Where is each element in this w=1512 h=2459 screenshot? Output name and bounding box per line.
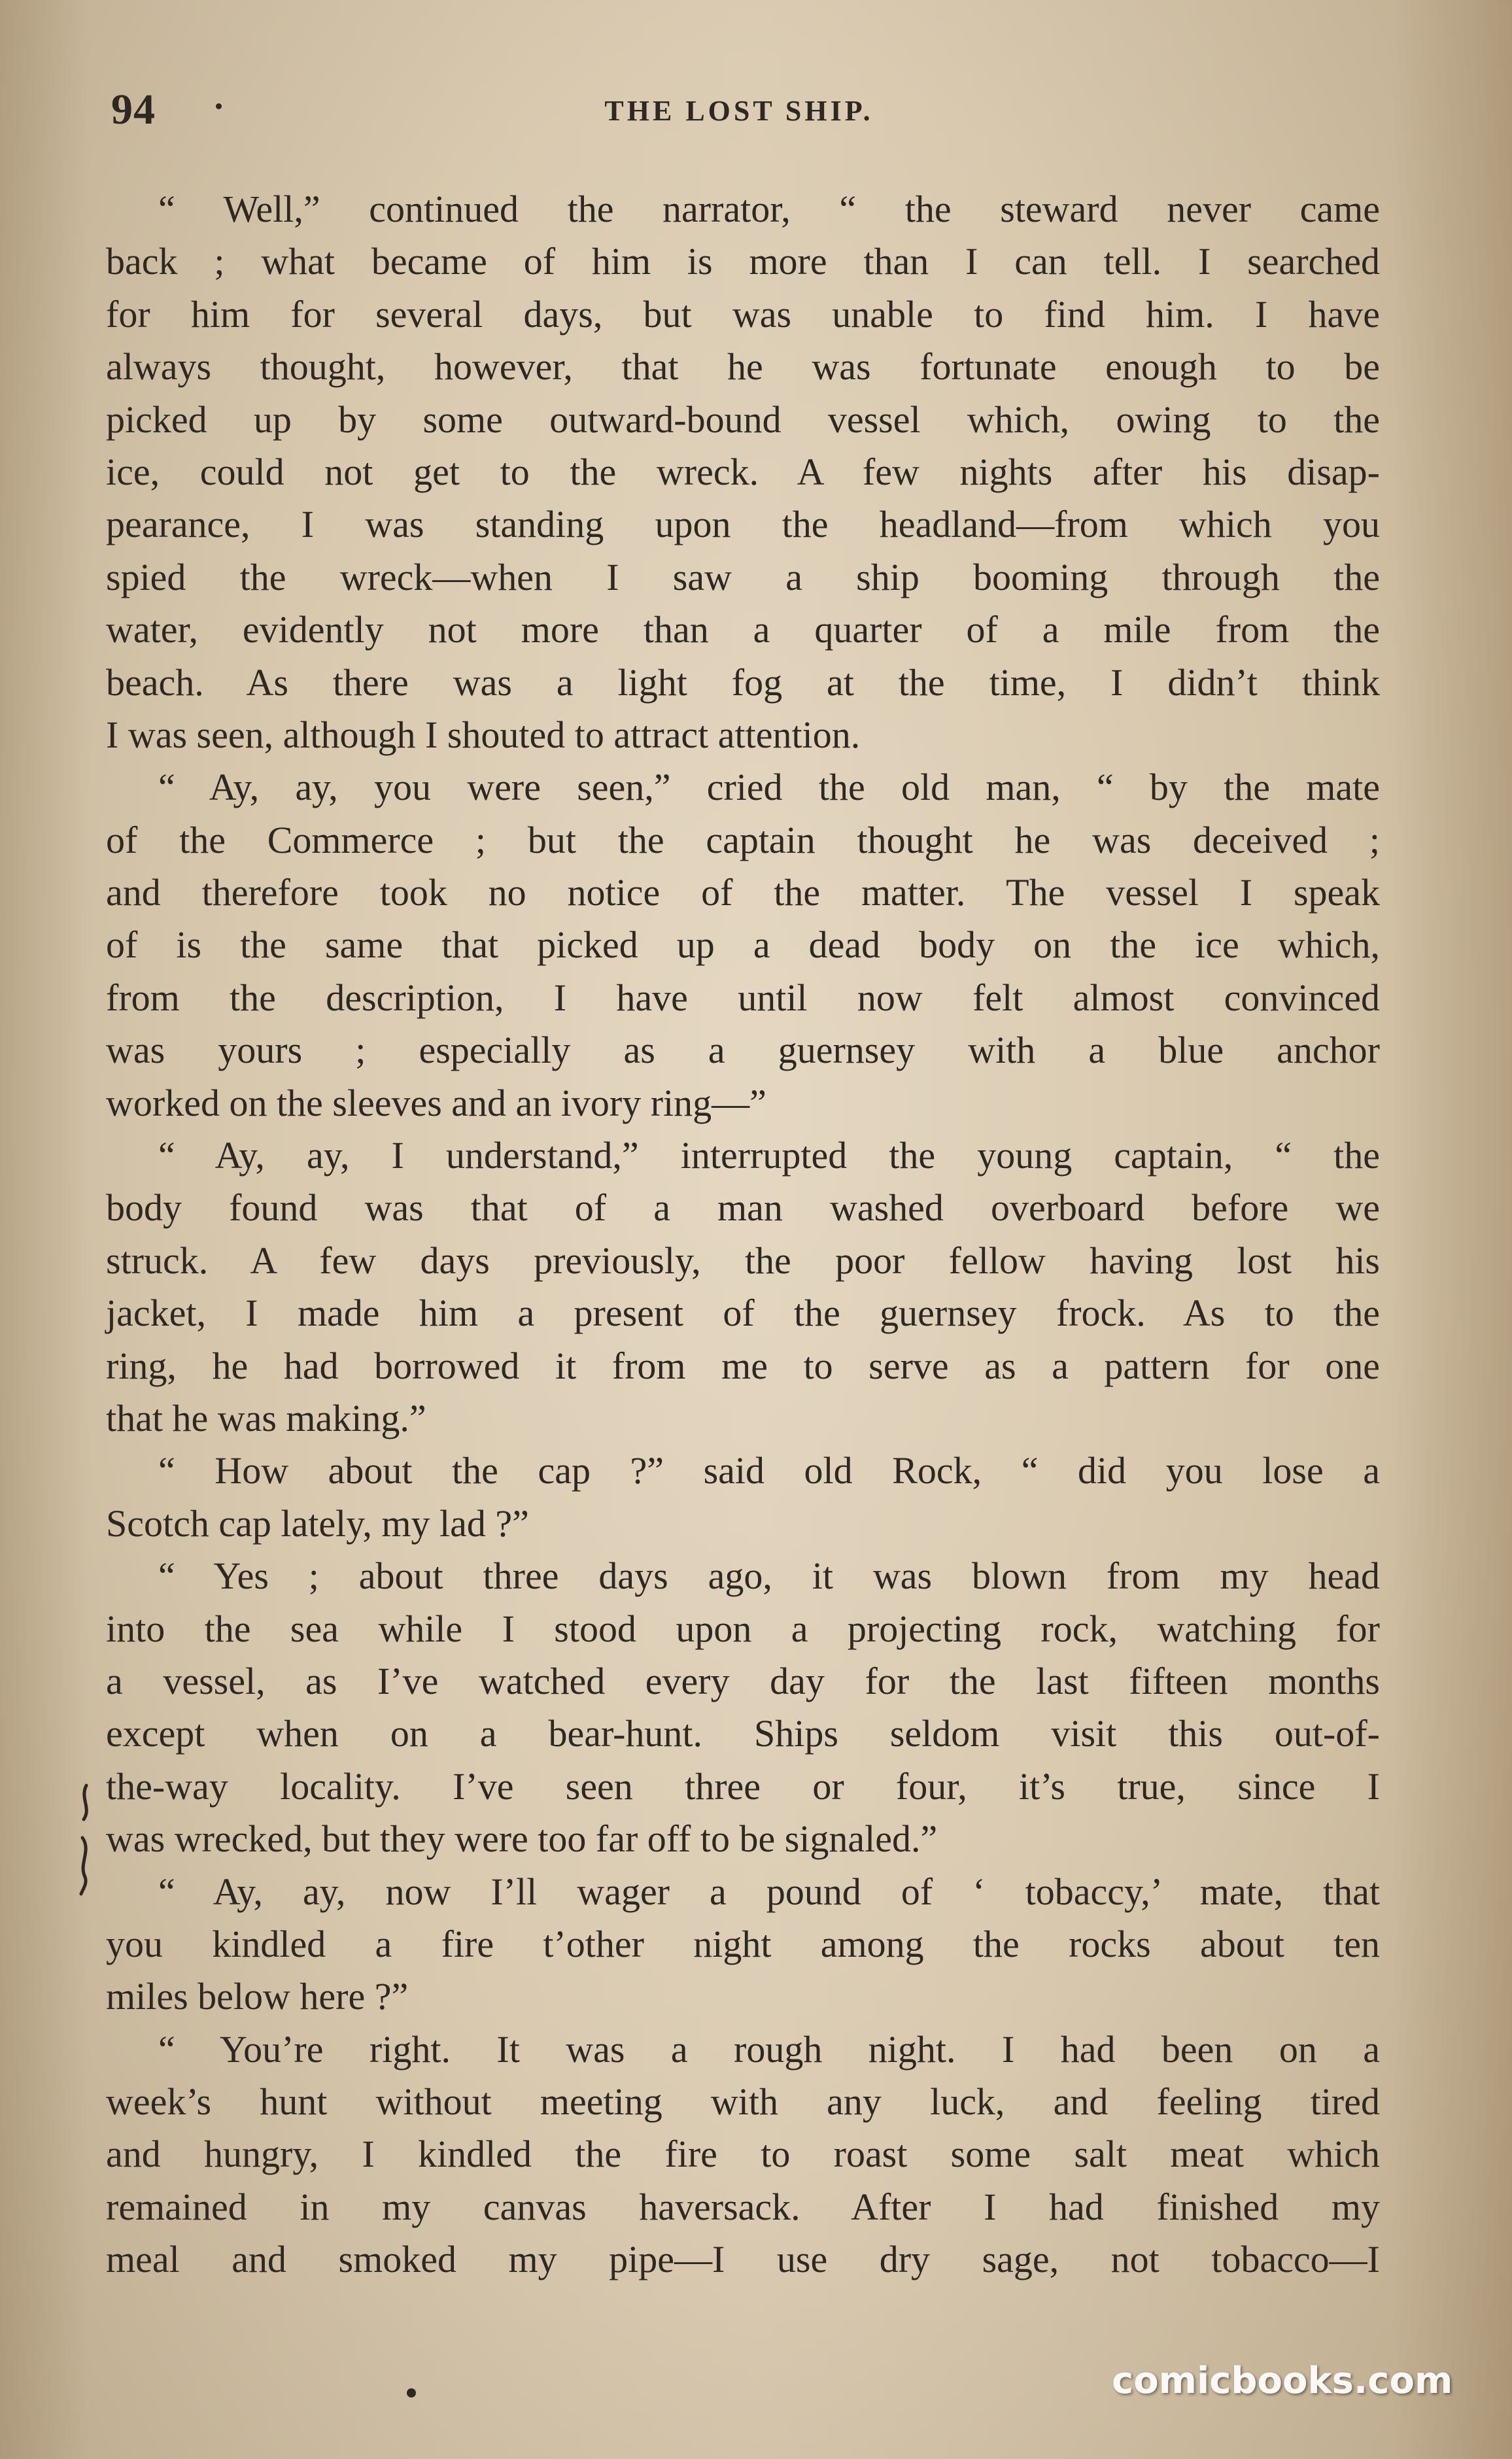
text-line: of the Commerce ; but the captain thought he was deceived ; <box>106 818 1380 861</box>
text-line: ring, he had borrowed it from me to serve as a pattern for one <box>106 1344 1380 1387</box>
text-line: you kindled a fire t’other night among the rocks about ten <box>106 1922 1380 1965</box>
text-line: pearance, I was standing upon the headland—from which you <box>106 503 1380 546</box>
body-text <box>106 183 1380 2286</box>
text-line: and hungry, I kindled the fire to roast some salt meat which <box>106 2133 1380 2176</box>
ink-speck <box>216 103 222 109</box>
text-line: picked up by some outward-bound vessel which, owing to the <box>106 398 1380 441</box>
pencil-margin-mark <box>75 1779 94 1897</box>
text-line: a vessel, as I’ve watched every day for the last fifteen months <box>106 1659 1380 1702</box>
text-line: back ; what became of him is more than I can tell. I searched <box>106 240 1380 283</box>
watermark: comicbooks.com <box>1112 2360 1453 2402</box>
text-line: “ Ay, ay, I understand,” interrupted the young captain, “ the <box>158 1134 1380 1177</box>
text-line: of is the same that picked up a dead body on the ice which, <box>106 923 1380 967</box>
text-line: water, evidently not more than a quarter of a mile from the <box>106 608 1380 651</box>
page-header <box>111 85 1367 137</box>
text-line: “ Ay, ay, you were seen,” cried the old man, “ by the mate <box>158 766 1380 809</box>
text-line: was yours ; especially as a guernsey with a blue anchor <box>106 1029 1380 1072</box>
text-line: spied the wreck—when I saw a ship booming through the <box>106 555 1380 598</box>
text-line: meal and smoked my pipe—I use dry sage, not tobacco—I <box>106 2238 1380 2281</box>
text-line: “ Ay, ay, now I’ll wager a pound of ‘ tobaccy,’ mate, that <box>158 1870 1380 1913</box>
text-line: always thought, however, that he was fortunate enough to be <box>106 345 1380 388</box>
text-line: miles below here ?” <box>106 1975 409 2018</box>
text-line: “ Well,” continued the narrator, “ the steward never came <box>158 188 1380 230</box>
text-line: Scotch cap lately, my lad ?” <box>106 1502 529 1545</box>
text-line: the-way locality. I’ve seen three or four, it’s true, since I <box>106 1764 1380 1808</box>
page-number: 94 <box>111 86 156 133</box>
text-line: week’s hunt without meeting with any luck, and feeling tired <box>106 2080 1380 2124</box>
text-line: “ Yes ; about three days ago, it was blown from my head <box>158 1555 1380 1598</box>
ink-speck <box>407 2388 416 2398</box>
text-line: beach. As there was a light fog at the time, I didn’t think <box>106 661 1380 704</box>
text-line: ice, could not get to the wreck. A few nights after his disap- <box>106 450 1380 493</box>
text-line: worked on the sleeves and an ivory ring—” <box>106 1081 766 1124</box>
text-line: remained in my canvas haversack. After I had finished my <box>106 2185 1380 2228</box>
text-line: struck. A few days previously, the poor fellow having lost his <box>106 1239 1380 1282</box>
text-line: I was seen, although I shouted to attract attention. <box>106 713 861 756</box>
text-line: “ You’re right. It was a rough night. I had been on a <box>158 2027 1380 2071</box>
text-line: that he was making.” <box>106 1396 426 1439</box>
text-line: except when on a bear-hunt. Ships seldom visit this out-of- <box>106 1712 1380 1755</box>
text-line: jacket, I made him a present of the guernsey frock. As to the <box>106 1292 1380 1335</box>
text-line: for him for several days, but was unable to find him. I have <box>106 292 1380 335</box>
text-line: was wrecked, but they were too far off to be signaled.” <box>106 1817 938 1861</box>
text-line: “ How about the cap ?” said old Rock, “ did you lose a <box>158 1449 1380 1492</box>
text-line: body found was that of a man washed overboard before we <box>106 1186 1380 1230</box>
text-line: into the sea while I stood upon a projecting rock, watching for <box>106 1607 1380 1650</box>
running-head: THE LOST SHIP. <box>604 95 874 127</box>
text-line: and therefore took no notice of the matter. The vessel I speak <box>106 871 1380 914</box>
text-line: from the description, I have until now felt almost convinced <box>106 976 1380 1019</box>
